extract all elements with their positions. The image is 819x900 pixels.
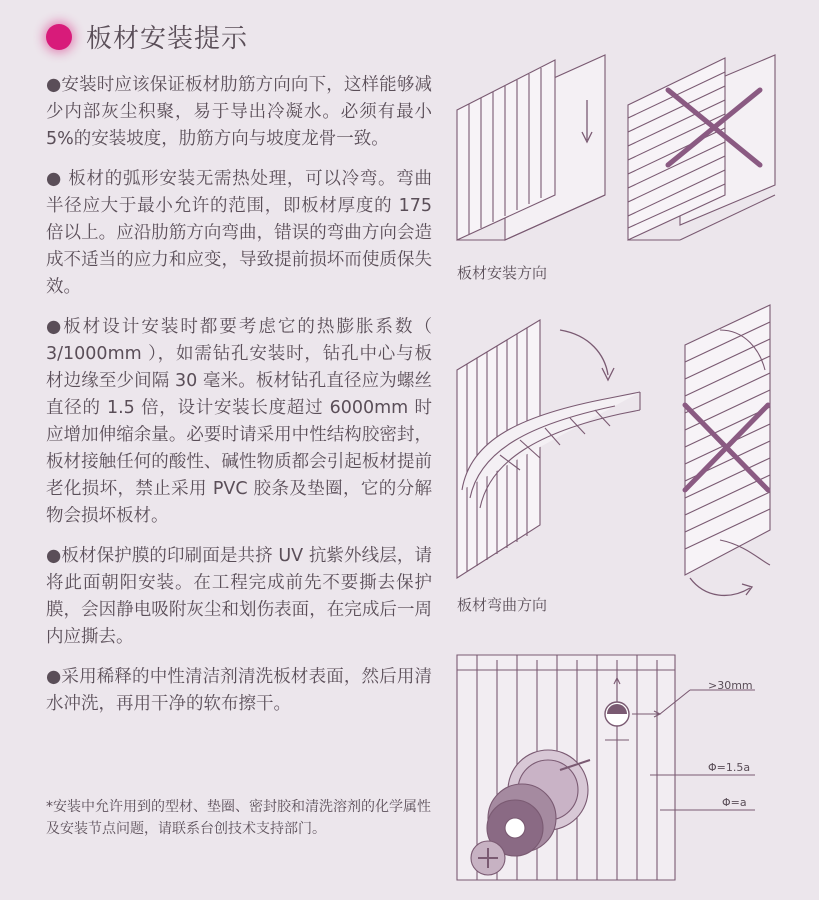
- screw-diameter-label: Φ=a: [722, 796, 747, 809]
- hole-diameter-label: Φ=1.5a: [708, 761, 751, 774]
- instruction-paragraph-2: ● 板材的弧形安装无需热处理，可以冷弯。弯曲半径应大于最小允许的范围，即板材厚度的 175 倍以上。应沿肋筋方向弯曲，错误的弯曲方向会造成不适当的应力和应变，导致提前损坏而使质保失效。: [46, 169, 432, 297]
- distance-label: >30mm: [708, 679, 753, 692]
- instruction-paragraph-5: ●采用稀释的中性清洁剂清洗板材表面，然后用清水冲洗，再用干净的软布擦干。: [46, 667, 432, 714]
- page-title: 板材安装提示: [86, 24, 249, 54]
- instruction-paragraph-4: ●板材保护膜的印刷面是共挤 UV 抗紫外线层，请将此面朝阳安装。在工程完成前先不要撕去保护膜，会因静电吸附灰尘和划伤表面，在完成后一周内应撕去。: [46, 546, 432, 647]
- instruction-paragraph-3: ●板材设计安装时都要考虑它的热膨胀系数（ 3/1000mm ），如需钻孔安装时，钻孔中心与板材边缘至少间隔 30 毫米。板材钻孔直径应为螺丝直径的 1.5 倍，设计安装长度超过 6000mm 时应增加伸缩余量。必要时请采用中性结构胶密封，板材接触任何的酸性、碱性物质都会引起板材提前老化损坏，禁止采用 PVC 胶条及垫圈，它的分解物会损坏板材。: [46, 317, 432, 526]
- footnote: *安装中允许用到的型材、垫圈、密封胶和清洗溶剂的化学属性及安装节点问题，请联系台创技术支持部门。: [46, 799, 431, 837]
- install-wrong-panel-illustration: [628, 55, 775, 240]
- instruction-paragraph-1: ●安装时应该保证板材肋筋方向向下，这样能够减少内部灰尘积聚，易于导出冷凝水。必须有最小 5%的安装坡度，肋筋方向与坡度龙骨一致。: [46, 75, 432, 149]
- install-direction-caption: 板材安装方向: [457, 264, 548, 282]
- install-correct-panel-illustration: [457, 55, 605, 240]
- bend-direction-caption: 板材弯曲方向: [457, 596, 548, 614]
- bend-correct-panel-illustration: [457, 320, 640, 578]
